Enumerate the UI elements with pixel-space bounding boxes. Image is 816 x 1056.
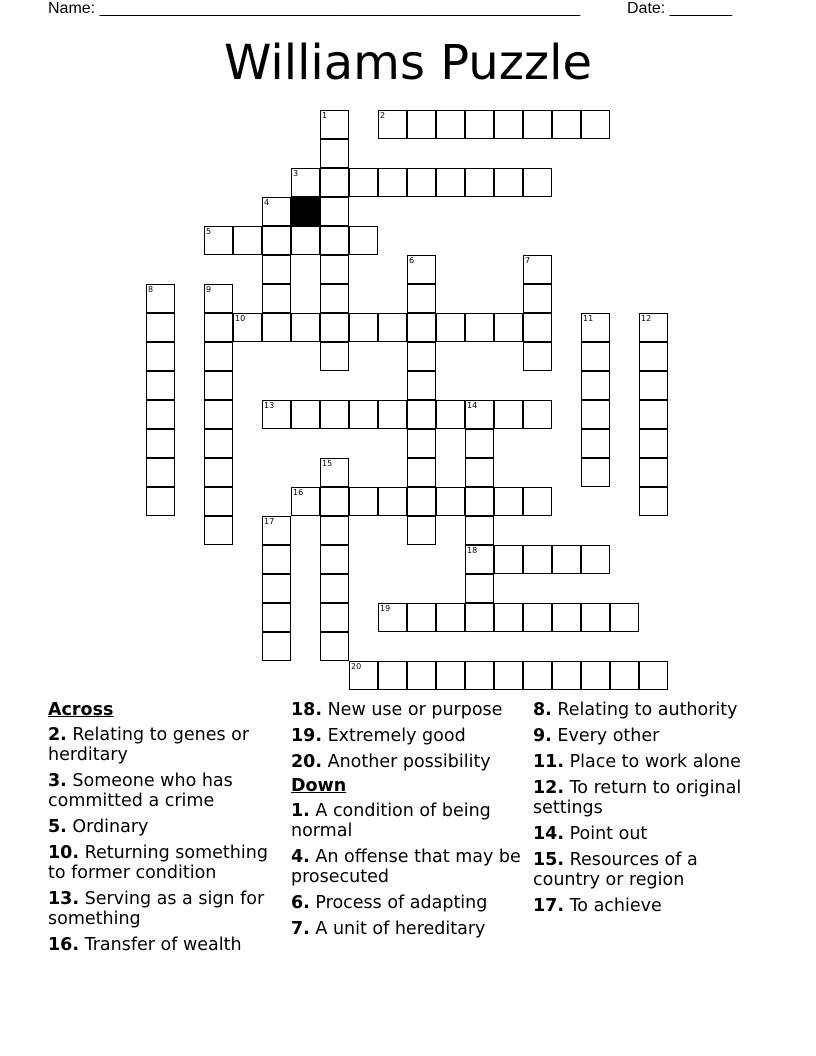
clue-item-number: 20. bbox=[291, 752, 323, 772]
clue-item bbox=[48, 771, 284, 811]
grid-cell[interactable] bbox=[407, 458, 436, 487]
clue-item-number: 16. bbox=[48, 935, 80, 955]
grid-cell[interactable] bbox=[494, 168, 523, 197]
grid-cell[interactable] bbox=[465, 574, 494, 603]
clue-item-text: Ordinary bbox=[72, 817, 149, 837]
grid-cell[interactable] bbox=[407, 342, 436, 371]
grid-cell[interactable] bbox=[581, 400, 610, 429]
grid-cell[interactable] bbox=[465, 400, 494, 429]
grid-cell[interactable] bbox=[262, 284, 291, 313]
clue-number: 9 bbox=[206, 285, 212, 294]
grid-cell[interactable] bbox=[320, 574, 349, 603]
grid-cell[interactable] bbox=[407, 516, 436, 545]
clue-item-number: 4. bbox=[291, 847, 310, 867]
grid-cell[interactable] bbox=[320, 313, 349, 342]
grid-cell[interactable] bbox=[407, 168, 436, 197]
grid-cell[interactable] bbox=[262, 313, 291, 342]
grid-cell[interactable] bbox=[581, 110, 610, 139]
grid-cell[interactable] bbox=[349, 487, 378, 516]
clue-item-text: Serving as a sign for something bbox=[48, 889, 265, 929]
clue-number: 18 bbox=[467, 546, 478, 555]
grid-cell[interactable] bbox=[494, 545, 523, 574]
grid-cell[interactable] bbox=[262, 516, 291, 545]
grid-cell[interactable] bbox=[581, 371, 610, 400]
grid-cell[interactable] bbox=[204, 458, 233, 487]
clue-item-text: Relating to authority bbox=[557, 700, 738, 720]
grid-cell[interactable] bbox=[320, 545, 349, 574]
grid-cell[interactable] bbox=[523, 110, 552, 139]
clue-item-number: 7. bbox=[291, 919, 310, 939]
clue-item-text: Place to work alone bbox=[569, 752, 741, 772]
grid-cell[interactable] bbox=[146, 458, 175, 487]
clue-number: 19 bbox=[380, 604, 391, 613]
clue-item bbox=[533, 824, 769, 844]
grid-cell[interactable] bbox=[291, 168, 320, 197]
grid-cell[interactable] bbox=[378, 168, 407, 197]
grid-cell[interactable] bbox=[320, 168, 349, 197]
clue-number: 6 bbox=[409, 256, 415, 265]
grid-cell[interactable] bbox=[204, 429, 233, 458]
grid-cell[interactable] bbox=[291, 400, 320, 429]
clue-item-number: 2. bbox=[48, 725, 67, 745]
clue-item-number: 17. bbox=[533, 896, 565, 916]
clue-number: 8 bbox=[148, 285, 154, 294]
grid-cell[interactable] bbox=[465, 516, 494, 545]
grid-cell[interactable] bbox=[233, 313, 262, 342]
clue-item bbox=[533, 850, 769, 890]
clue-item-number: 5. bbox=[48, 817, 67, 837]
grid-cell[interactable] bbox=[639, 487, 668, 516]
grid-cell[interactable] bbox=[523, 284, 552, 313]
grid-cell[interactable] bbox=[581, 603, 610, 632]
grid-cell[interactable] bbox=[465, 110, 494, 139]
clue-item-text: To return to original settings bbox=[533, 778, 742, 818]
grid-cell[interactable] bbox=[552, 545, 581, 574]
grid-cell[interactable] bbox=[291, 487, 320, 516]
clue-item bbox=[48, 935, 284, 955]
clue-number: 15 bbox=[322, 459, 333, 468]
grid-cell[interactable] bbox=[262, 197, 291, 226]
clue-item-text: Every other bbox=[557, 726, 660, 746]
grid-cell[interactable] bbox=[262, 400, 291, 429]
grid-cell[interactable] bbox=[639, 371, 668, 400]
clue-item-number: 3. bbox=[48, 771, 67, 791]
grid-cell[interactable] bbox=[581, 342, 610, 371]
grid-cell[interactable] bbox=[320, 197, 349, 226]
grid-cell[interactable] bbox=[407, 487, 436, 516]
grid-cell[interactable] bbox=[378, 313, 407, 342]
clue-column-1 bbox=[48, 700, 284, 961]
clue-item-text: Point out bbox=[569, 824, 648, 844]
grid-cell[interactable] bbox=[407, 400, 436, 429]
across-clues-list bbox=[48, 725, 284, 955]
grid-cell[interactable] bbox=[523, 342, 552, 371]
clue-item-text: Process of adapting bbox=[315, 893, 488, 913]
date-field-label[interactable]: Date: _______ bbox=[627, 0, 732, 17]
grid-cell[interactable] bbox=[494, 487, 523, 516]
grid-cell[interactable] bbox=[407, 661, 436, 690]
grid-cell[interactable] bbox=[320, 226, 349, 255]
grid-cell[interactable] bbox=[320, 284, 349, 313]
clue-item-text: A unit of hereditary bbox=[315, 919, 486, 939]
clue-item bbox=[291, 726, 527, 746]
grid-cell[interactable] bbox=[262, 603, 291, 632]
grid-cell[interactable] bbox=[581, 313, 610, 342]
grid-cell[interactable] bbox=[465, 487, 494, 516]
clue-column-3 bbox=[533, 700, 769, 922]
grid-cell[interactable] bbox=[378, 603, 407, 632]
grid-cell[interactable] bbox=[291, 313, 320, 342]
grid-cell[interactable] bbox=[320, 603, 349, 632]
clue-item-text: Returning something to former condition bbox=[48, 843, 268, 883]
clue-number: 1 bbox=[322, 111, 328, 120]
grid-cell[interactable] bbox=[291, 226, 320, 255]
grid-cell[interactable] bbox=[494, 603, 523, 632]
grid-cell[interactable] bbox=[204, 284, 233, 313]
clue-item-number: 14. bbox=[533, 824, 565, 844]
down-clues-list bbox=[291, 801, 527, 939]
name-field-label[interactable]: Name: ______________________________________________________ bbox=[48, 0, 581, 17]
clue-number: 11 bbox=[583, 314, 594, 323]
clue-item-text: Relating to genes or herditary bbox=[48, 725, 250, 765]
clue-number: 12 bbox=[641, 314, 652, 323]
clue-item bbox=[291, 801, 527, 841]
clue-number: 16 bbox=[293, 488, 304, 497]
grid-cell[interactable] bbox=[494, 313, 523, 342]
grid-cell[interactable] bbox=[320, 400, 349, 429]
clue-item-text: To achieve bbox=[569, 896, 662, 916]
grid-cell[interactable] bbox=[523, 313, 552, 342]
grid-cell[interactable] bbox=[349, 168, 378, 197]
down-heading: Down bbox=[291, 776, 347, 796]
grid-cell[interactable] bbox=[146, 284, 175, 313]
grid-cell[interactable] bbox=[146, 313, 175, 342]
grid-cell[interactable] bbox=[146, 487, 175, 516]
grid-cell[interactable] bbox=[262, 255, 291, 284]
clue-number: 7 bbox=[525, 256, 531, 265]
clue-number: 20 bbox=[351, 662, 362, 671]
grid-cell[interactable] bbox=[407, 603, 436, 632]
grid-cell[interactable] bbox=[581, 545, 610, 574]
grid-cell[interactable] bbox=[436, 168, 465, 197]
grid-cell[interactable] bbox=[204, 313, 233, 342]
clue-item bbox=[291, 847, 527, 887]
clue-item-text: New use or purpose bbox=[327, 700, 503, 720]
grid-cell[interactable] bbox=[523, 255, 552, 284]
grid-cell[interactable] bbox=[465, 545, 494, 574]
clue-item bbox=[48, 817, 284, 837]
grid-cell[interactable] bbox=[407, 284, 436, 313]
grid-cell[interactable] bbox=[494, 110, 523, 139]
down-clues-list-continued bbox=[533, 700, 769, 916]
grid-cell[interactable] bbox=[378, 487, 407, 516]
grid-cell[interactable] bbox=[465, 429, 494, 458]
clue-item-number: 12. bbox=[533, 778, 565, 798]
grid-cell[interactable] bbox=[552, 110, 581, 139]
grid-cell[interactable] bbox=[262, 632, 291, 661]
grid-cell[interactable] bbox=[494, 400, 523, 429]
clue-item-number: 1. bbox=[291, 801, 310, 821]
grid-cell[interactable] bbox=[146, 400, 175, 429]
clue-item bbox=[533, 726, 769, 746]
grid-cell[interactable] bbox=[407, 110, 436, 139]
grid-cell[interactable] bbox=[436, 313, 465, 342]
clue-item-number: 19. bbox=[291, 726, 323, 746]
grid-cell[interactable] bbox=[349, 661, 378, 690]
grid-cell[interactable] bbox=[523, 400, 552, 429]
clue-item-number: 9. bbox=[533, 726, 552, 746]
grid-cell[interactable] bbox=[610, 603, 639, 632]
grid-cell[interactable] bbox=[465, 661, 494, 690]
grid-cell[interactable] bbox=[639, 400, 668, 429]
grid-cell[interactable] bbox=[436, 110, 465, 139]
grid-cell[interactable] bbox=[320, 632, 349, 661]
clue-item-number: 11. bbox=[533, 752, 565, 772]
clue-item bbox=[48, 843, 284, 883]
clue-item bbox=[533, 752, 769, 772]
grid-cell[interactable] bbox=[436, 603, 465, 632]
grid-cell[interactable] bbox=[262, 545, 291, 574]
grid-cell[interactable] bbox=[610, 661, 639, 690]
grid-cell[interactable] bbox=[262, 574, 291, 603]
grid-cell[interactable] bbox=[581, 429, 610, 458]
grid-cell[interactable] bbox=[146, 371, 175, 400]
clue-item-text: Someone who has committed a crime bbox=[48, 771, 233, 811]
grid-cell[interactable] bbox=[407, 255, 436, 284]
grid-cell[interactable] bbox=[436, 400, 465, 429]
grid-cell[interactable] bbox=[320, 458, 349, 487]
grid-cell[interactable] bbox=[349, 226, 378, 255]
clue-number: 2 bbox=[380, 111, 386, 120]
grid-cell[interactable] bbox=[233, 226, 262, 255]
grid-cell[interactable] bbox=[320, 516, 349, 545]
grid-cell[interactable] bbox=[378, 400, 407, 429]
clue-number: 5 bbox=[206, 227, 212, 236]
grid-cell[interactable] bbox=[465, 603, 494, 632]
grid-cell[interactable] bbox=[146, 429, 175, 458]
clue-item bbox=[291, 752, 527, 772]
grid-cell[interactable] bbox=[320, 110, 349, 139]
grid-cell[interactable] bbox=[523, 487, 552, 516]
clue-number: 17 bbox=[264, 517, 275, 526]
grid-cell[interactable] bbox=[407, 371, 436, 400]
clue-item-number: 18. bbox=[291, 700, 323, 720]
puzzle-title: Williams Puzzle bbox=[224, 35, 592, 91]
grid-cell[interactable] bbox=[639, 661, 668, 690]
clue-item-number: 8. bbox=[533, 700, 552, 720]
grid-cell[interactable] bbox=[204, 342, 233, 371]
grid-cell[interactable] bbox=[639, 342, 668, 371]
clue-item-text: Another possibility bbox=[327, 752, 491, 772]
across-clues-list-continued bbox=[291, 700, 527, 772]
clue-item bbox=[291, 919, 527, 939]
grid-cell[interactable] bbox=[204, 516, 233, 545]
grid-cell[interactable] bbox=[436, 487, 465, 516]
grid-cell[interactable] bbox=[320, 487, 349, 516]
grid-cell[interactable] bbox=[523, 661, 552, 690]
grid-cell[interactable] bbox=[436, 661, 465, 690]
grid-cell[interactable] bbox=[639, 429, 668, 458]
clue-item bbox=[48, 889, 284, 929]
grid-cell[interactable] bbox=[204, 371, 233, 400]
clue-item-number: 15. bbox=[533, 850, 565, 870]
clue-item bbox=[291, 893, 527, 913]
grid-block bbox=[291, 197, 320, 226]
grid-cell[interactable] bbox=[407, 313, 436, 342]
clue-item bbox=[291, 700, 527, 720]
grid-cell[interactable] bbox=[320, 342, 349, 371]
grid-cell[interactable] bbox=[349, 400, 378, 429]
grid-cell[interactable] bbox=[378, 110, 407, 139]
clue-number: 13 bbox=[264, 401, 275, 410]
clue-item-text: Transfer of wealth bbox=[84, 935, 242, 955]
grid-cell[interactable] bbox=[320, 139, 349, 168]
grid-cell[interactable] bbox=[581, 458, 610, 487]
grid-cell[interactable] bbox=[146, 342, 175, 371]
grid-cell[interactable] bbox=[378, 661, 407, 690]
grid-cell[interactable] bbox=[204, 226, 233, 255]
grid-cell[interactable] bbox=[204, 487, 233, 516]
grid-cell[interactable] bbox=[204, 400, 233, 429]
grid-cell[interactable] bbox=[494, 661, 523, 690]
clue-item-text: A condition of being normal bbox=[291, 801, 491, 841]
clue-number: 3 bbox=[293, 169, 299, 178]
grid-cell[interactable] bbox=[552, 661, 581, 690]
clue-item bbox=[533, 700, 769, 720]
clue-number: 4 bbox=[264, 198, 270, 207]
clue-item-text: An offense that may be prosecuted bbox=[291, 847, 521, 887]
clue-item-number: 13. bbox=[48, 889, 80, 909]
grid-cell[interactable] bbox=[523, 168, 552, 197]
grid-cell[interactable] bbox=[320, 255, 349, 284]
clue-item-text: Extremely good bbox=[327, 726, 466, 746]
clue-item-text: Resources of a country or region bbox=[533, 850, 698, 890]
grid-cell[interactable] bbox=[639, 458, 668, 487]
across-heading: Across bbox=[48, 700, 114, 720]
clue-item bbox=[533, 778, 769, 818]
grid-cell[interactable] bbox=[581, 661, 610, 690]
clue-number: 14 bbox=[467, 401, 478, 410]
clue-item bbox=[48, 725, 284, 765]
grid-cell[interactable] bbox=[523, 603, 552, 632]
clue-column-2 bbox=[291, 700, 527, 945]
grid-cell[interactable] bbox=[552, 603, 581, 632]
clue-item bbox=[533, 896, 769, 916]
clue-item-number: 6. bbox=[291, 893, 310, 913]
grid-cell[interactable] bbox=[523, 545, 552, 574]
grid-cell[interactable] bbox=[465, 458, 494, 487]
grid-cell[interactable] bbox=[407, 429, 436, 458]
grid-cell[interactable] bbox=[349, 313, 378, 342]
grid-cell[interactable] bbox=[465, 313, 494, 342]
grid-cell[interactable] bbox=[262, 226, 291, 255]
clue-item-number: 10. bbox=[48, 843, 80, 863]
grid-cell[interactable] bbox=[465, 168, 494, 197]
grid-cell[interactable] bbox=[639, 313, 668, 342]
clue-number: 10 bbox=[235, 314, 246, 323]
